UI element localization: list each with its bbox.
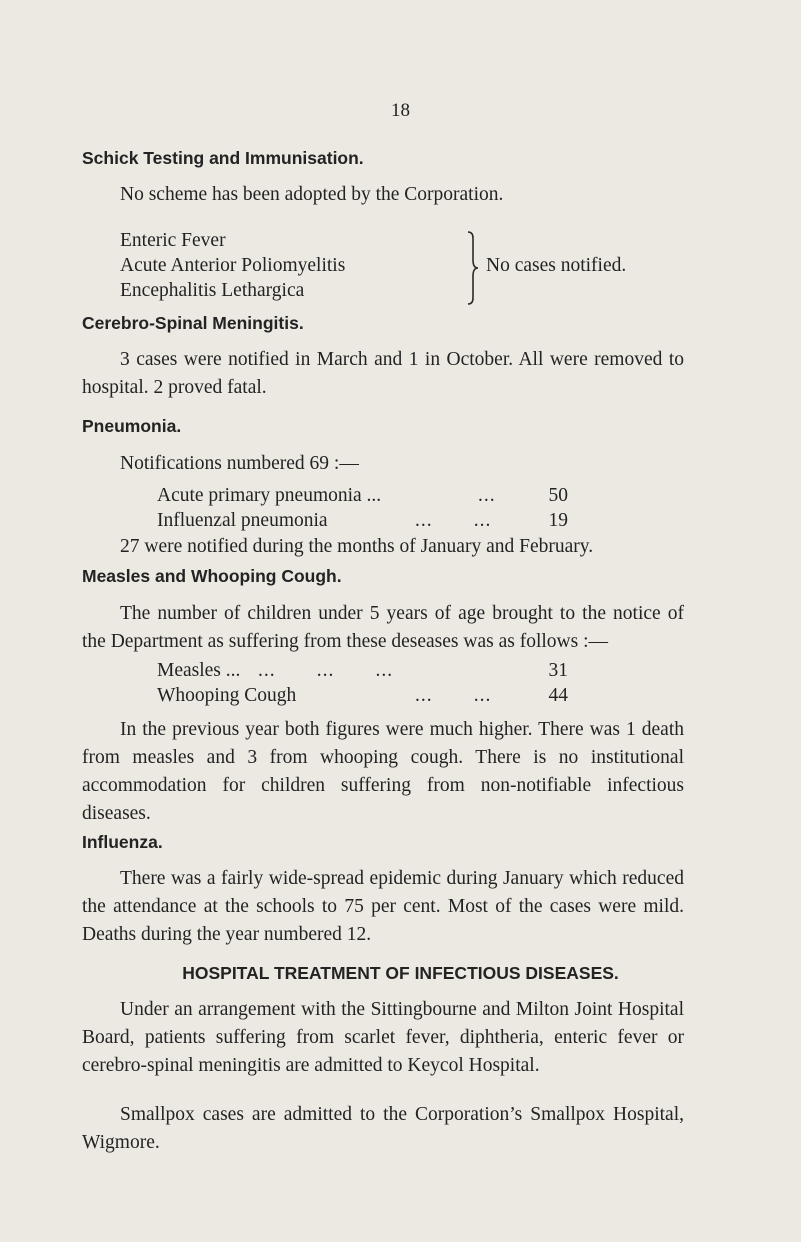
- measles-row-label: Measles ...: [157, 660, 241, 681]
- hospital-text-2: Smallpox cases are admitted to the Corporation’s Smallpox Hospital, Wigmore.: [82, 1104, 684, 1153]
- measles-row-label: Whooping Cough: [157, 685, 297, 706]
- disease-item: Enteric Fever: [120, 230, 226, 251]
- measles-row-value: 31: [548, 660, 568, 681]
- leader-dots: ...: [478, 485, 496, 506]
- heading-schick-testing: Schick Testing and Immunisation.: [82, 148, 364, 168]
- pneumonia-row-value: 19: [548, 510, 568, 531]
- heading-hospital-treatment: HOSPITAL TREATMENT OF INFECTIOUS DISEASES.: [182, 963, 619, 983]
- pneumonia-row-label: Influenzal pneumonia: [157, 510, 328, 531]
- heading-influenza: Influenza.: [82, 832, 163, 852]
- brace-icon: [466, 230, 480, 306]
- heading-pneumonia: Pneumonia.: [82, 416, 182, 436]
- measles-intro: The number of children under 5 years of age brought to the notice of the Department as suffering from these deseases was as follows :—: [82, 603, 684, 652]
- leader-dots: ... ...: [415, 685, 492, 706]
- cerebro-text: 3 cases were notified in March and 1 in October. All were removed to hospital. 2 proved fatal.: [82, 349, 684, 398]
- disease-item: Acute Anterior Poliomyelitis: [120, 255, 346, 276]
- pneumonia-row-label: Acute primary pneumonia ...: [157, 485, 382, 506]
- heading-cerebro-spinal: Cerebro-Spinal Meningitis.: [82, 313, 304, 333]
- leader-dots: ... ... ...: [258, 660, 394, 681]
- pneumonia-note: 27 were notified during the months of January and February.: [120, 536, 594, 557]
- page-number: 18: [391, 100, 410, 121]
- heading-measles-whooping: Measles and Whooping Cough.: [82, 566, 342, 586]
- schick-text: No scheme has been adopted by the Corporation.: [120, 184, 504, 205]
- measles-text: In the previous year both figures were much higher. There was 1 death from measles and 3 from whooping cough. There is no institutional accommodation for children suffering from non-notifiable infectious diseases.: [82, 719, 684, 824]
- disease-item: Encephalitis Lethargica: [120, 280, 305, 301]
- leader-dots: ... ...: [415, 510, 492, 531]
- measles-row-value: 44: [548, 685, 568, 706]
- no-cases-note: No cases notified.: [486, 255, 627, 276]
- pneumonia-row-value: 50: [548, 485, 568, 506]
- influenza-text: There was a fairly wide-spread epidemic during January which reduced the attendance at the schools to 75 per cent. Most of the cases were mild. Deaths during the year numbered 12.: [82, 868, 684, 945]
- hospital-text-1: Under an arrangement with the Sittingbourne and Milton Joint Hospital Board, patients suffering from scarlet fever, diphtheria, enteric fever or cerebro-spinal meningitis are admitted to Keycol Hospital.: [82, 999, 684, 1076]
- pneumonia-intro: Notifications numbered 69 :—: [120, 453, 359, 474]
